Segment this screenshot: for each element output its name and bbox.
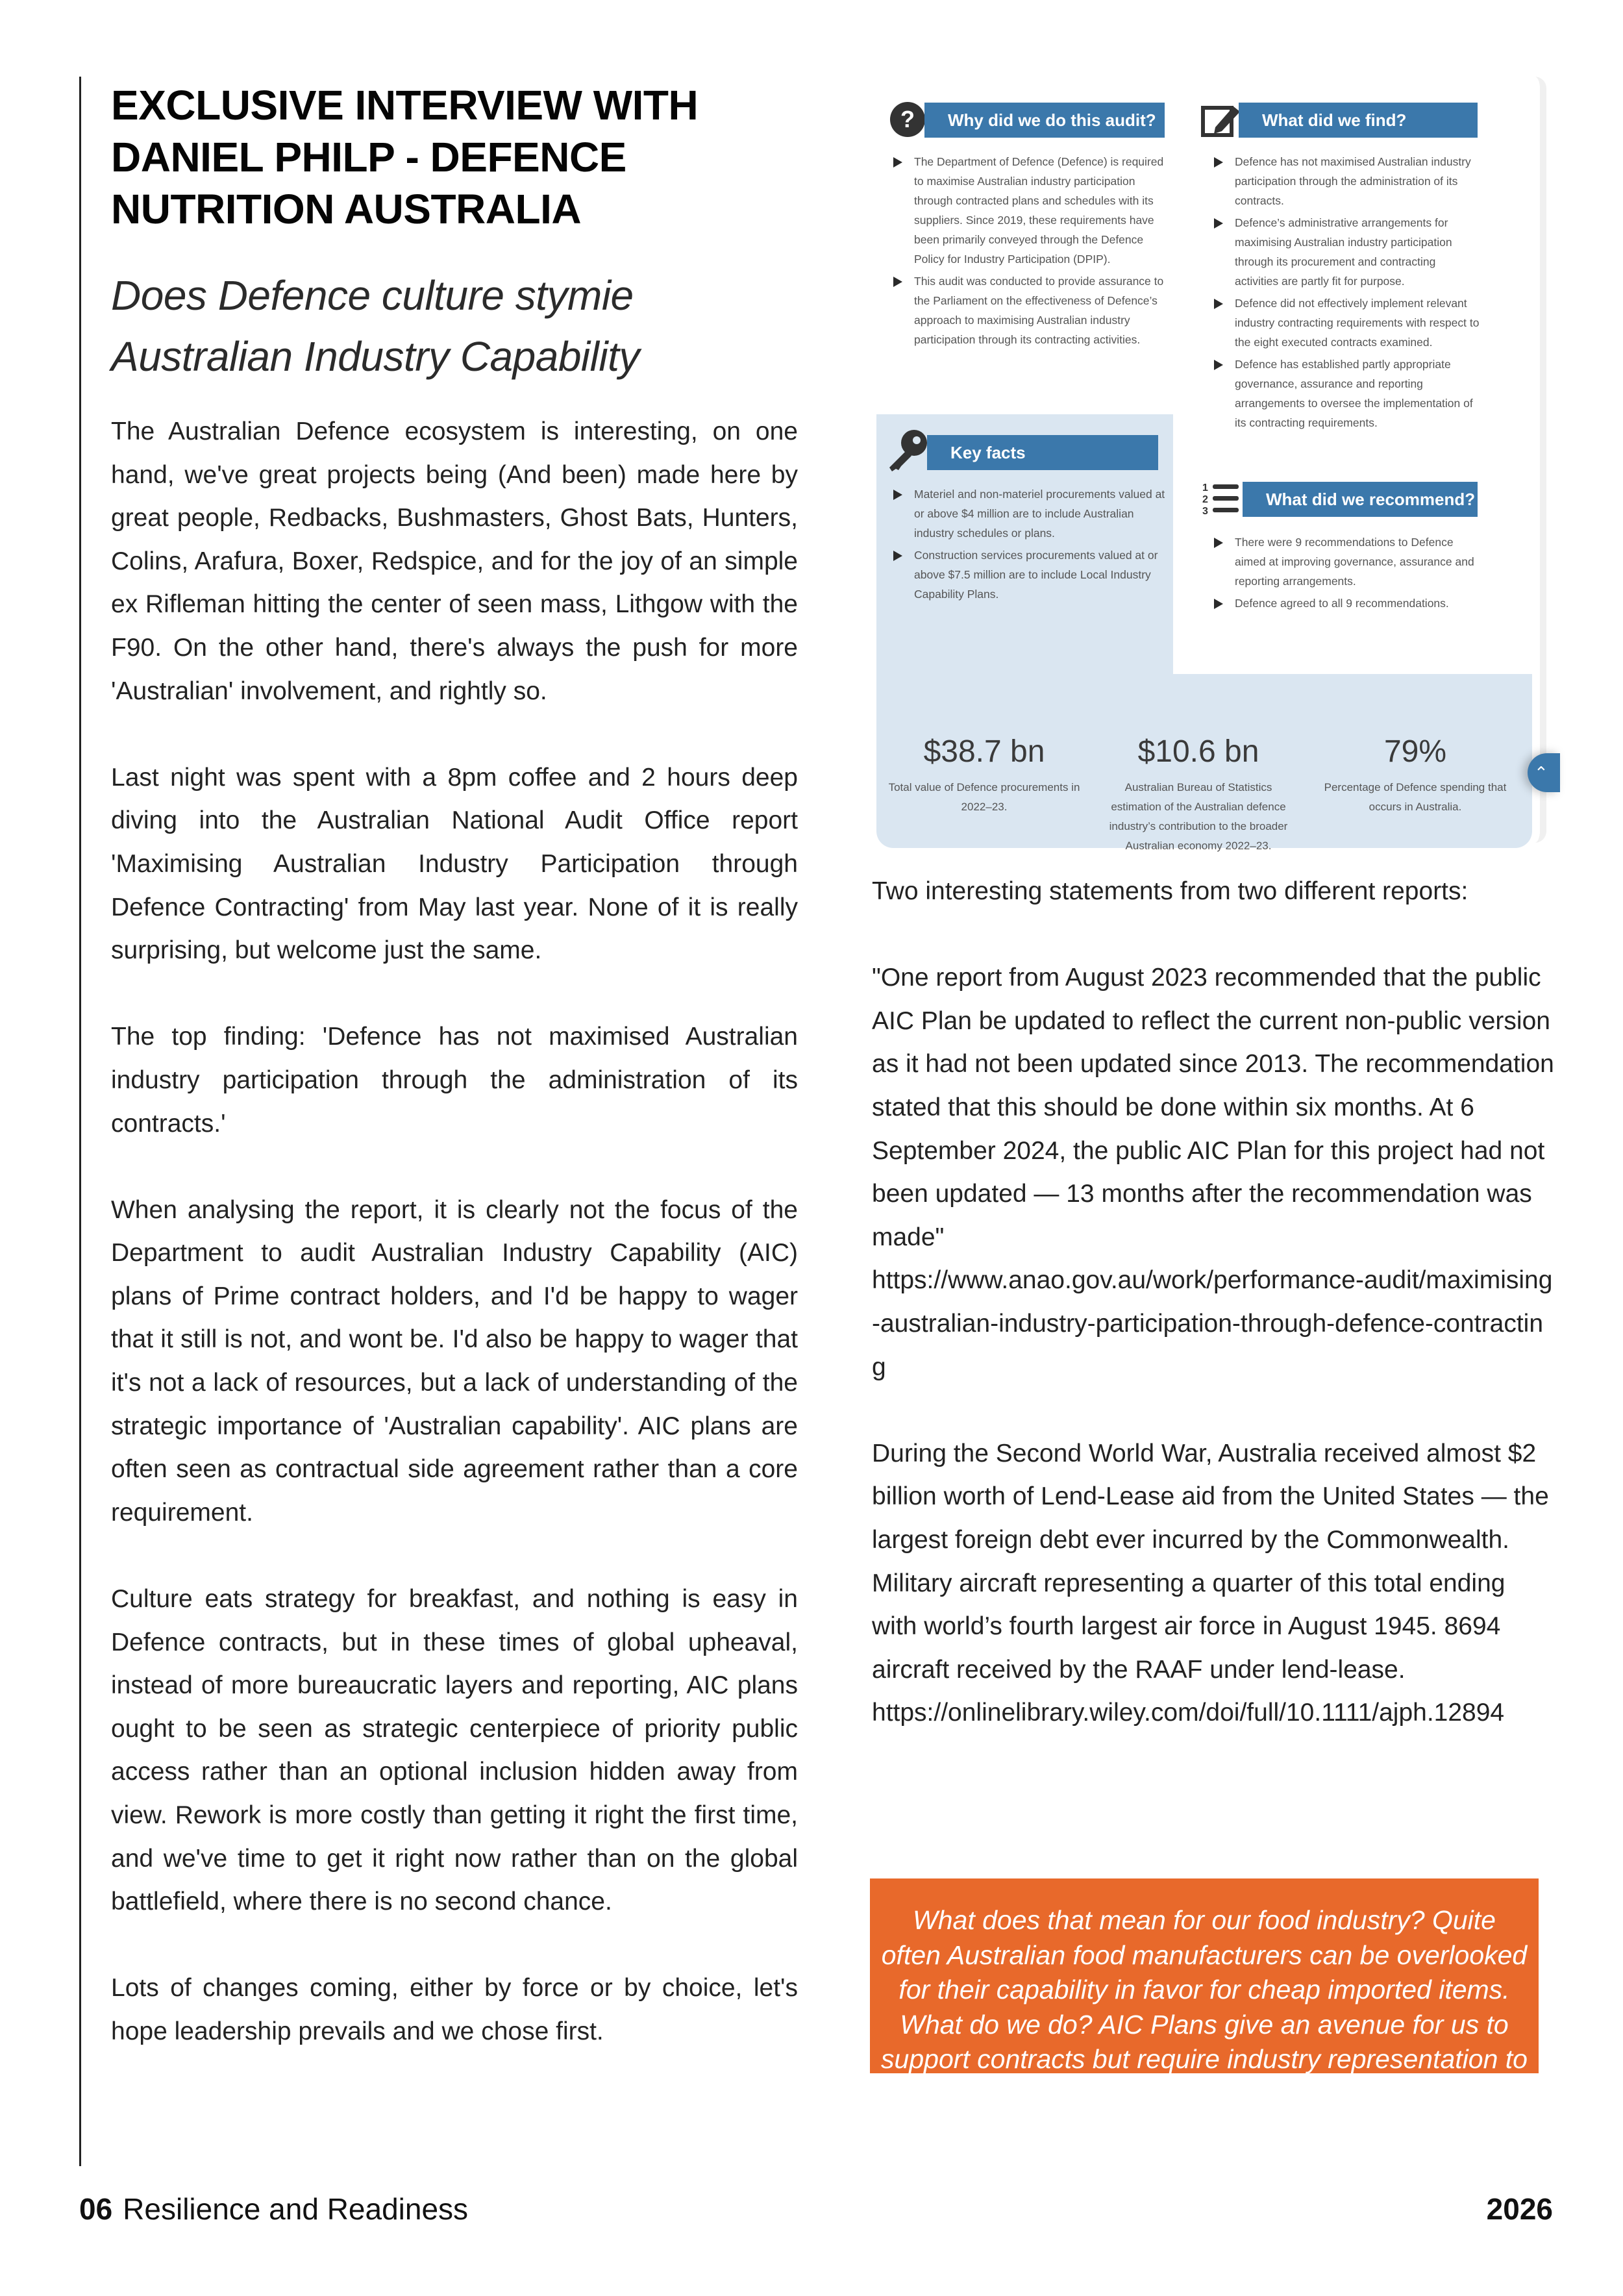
triangle-bullet-icon [893,157,902,168]
edit-pencil-icon [1201,101,1243,139]
triangle-bullet-icon [1214,157,1223,168]
page-footer [79,2190,1553,2228]
paragraph: The Australian Defence ecosystem is interesting, on one hand, we've great projects being (And been) made here by great people, Redbacks, Bushmasters, Ghost Bats, Hunters, Colins, Arafura, Boxer, Redspice, and for the joy of an simple ex Rifleman hitting the center of seen mass, Lithgow with the F90. On the other hand, there's always the push for more 'Australian' involvement, and rightly so. [111,418,798,705]
numbered-list-icon [1201,480,1241,516]
question-circle-icon [888,100,927,139]
quote-block [872,1432,1557,1735]
anao-infographic [870,77,1548,852]
stat-total-procurement [887,732,1082,817]
article-subheadline: Does Defence culture stymie Australian Industry Capability [111,272,639,380]
bullet-item: Defence has established partly appropriate governance, assurance and reporting arrangements to oversee the implementation of its contracting requirements. [1214,355,1480,432]
triangle-bullet-icon [893,490,902,500]
section-title: What did we recommend? [1266,489,1476,509]
bullet-item: The Department of Defence (Defence) is required to maximise Australian industry participation through contracted plans and schedules with its suppliers. Since 2019, these requirements have been primarily conveyed through the Defence Policy for Industry Participation (DPIP). [893,152,1166,269]
stat-label: Percentage of Defence spending that occurs in Australia. [1324,781,1507,813]
paragraph: Last night was spent with a 8pm coffee and 2 hours deep diving into the Australian National Audit Office report 'Maximising Australian Industry Participation through Defence Contracting' from May last year. None of it is really surprising, but welcome just the same. [111,763,798,965]
section-header-recommend [1243,482,1478,517]
triangle-bullet-icon [1214,538,1223,548]
stat-value: 79% [1383,734,1447,769]
article-right-column [872,870,1557,1778]
quote-block [872,956,1557,1389]
section-title: Key facts [950,442,1026,462]
triangle-bullet-icon [1214,599,1223,609]
stat-label: Australian Bureau of Statistics estimation of the Australian defence industry’s contribution to the broader Australian economy 2022–23. [1109,781,1288,852]
bullet-item: Defence did not effectively implement relevant industry contracting requirements with respect to the eight executed contracts examined. [1214,293,1480,352]
right-intro: Two interesting statements from two different reports: [872,877,1468,905]
section-title: What did we find? [1262,110,1407,130]
triangle-bullet-icon [1214,299,1223,309]
key-icon [886,427,932,474]
stat-value: $10.6 bn [1137,734,1259,769]
callout-box: What does that mean for our food industry? Quite often Australian food manufacturers can be overlooked for their capability in favor for cheap imported items. What do we do? AIC Plans give an avenue for us to support contracts but require industry representation to ensure transparency and adhearance. [870,1878,1539,2073]
page-number: 06 [79,2192,113,2226]
bullet-item: This audit was conducted to provide assurance to the Parliament on the effectiveness of Defence’s approach to maximising Australian industry participation through its contracting activities. [893,271,1166,349]
bullet-item: Defence has not maximised Australian industry participation through the administration of its contracts. [1214,152,1480,210]
stat-value: $38.7 bn [923,734,1045,769]
stat-spending-in-australia [1318,732,1513,817]
bullet-item: Defence agreed to all 9 recommendations. [1214,593,1480,613]
svg-text:2: 2 [1202,494,1208,505]
left-margin-rule [79,77,81,2166]
key-facts-bullets [893,484,1166,606]
paragraph: Culture eats strategy for breakfast, and nothing is easy in Defence contracts, but in these times of global upheaval, instead of more bureaucratic layers and reporting, AIC plans ought to be seen as strategic centerpiece of priority public access rather than an optional inclusion hidden away from view. Rework is more costly than getting it right the first time, and we've time to get it right now rather than on the global battlefield, where there is no second chance. [111,1585,798,1916]
bullet-item: Materiel and non-materiel procurements valued at or above $4 million are to include Australian industry schedules or plans. [893,484,1166,543]
stat-industry-contribution [1101,732,1296,856]
svg-text:3: 3 [1202,506,1208,516]
source-link[interactable]: https://onlinelibrary.wiley.com/doi/full/10.1111/ajph.12894 [872,1699,1505,1727]
paragraph: The top finding: 'Defence has not maximised Australian industry participation through the administration of its contracts.' [111,1023,798,1138]
chevron-up-icon: ⌃ [1534,762,1548,782]
scroll-to-top-button[interactable] [1528,753,1560,792]
bullet-item: Construction services procurements valued at or above $7.5 million are to include Local Industry Capability Plans. [893,545,1166,604]
recommend-bullets [1214,532,1480,616]
footer-left [79,2191,468,2227]
bullet-item: There were 9 recommendations to Defence aimed at improving governance, assurance and reporting arrangements. [1214,532,1480,591]
section-header-key-facts [927,435,1158,470]
section-title: Why did we do this audit? [948,110,1156,130]
paragraph: Lots of changes coming, either by force or by choice, let's hope leadership prevails and we chose first. [111,1974,798,2045]
triangle-bullet-icon [893,277,902,287]
footer-year: 2026 [1486,2192,1553,2226]
source-link[interactable]: https://www.anao.gov.au/work/performance-audit/maximising-australian-industry-participation-through-defence-contracting [872,1266,1553,1381]
triangle-bullet-icon [893,551,902,561]
why-bullets [893,152,1166,352]
triangle-bullet-icon [1214,218,1223,229]
quote-text: During the Second World War, Australia received almost $2 billion worth of Lend-Lease aid from the United States — the largest foreign debt ever incurred by the Commonwealth. Military aircraft representing a quarter of this total ending with world’s fourth largest air force in August 1945. 8694 aircraft received by the RAAF under lend-lease. [872,1439,1549,1684]
section-header-why [924,103,1165,138]
bullet-item: Defence’s administrative arrangements for maximising Australian industry participation through its procurement and contracting activities are partly fit for purpose. [1214,213,1480,291]
stat-label: Total value of Defence procurements in 2022–23. [888,781,1080,813]
publication-title: Resilience and Readiness [123,2192,469,2226]
article-headline: EXCLUSIVE INTERVIEW WITH DANIEL PHILP - DEFENCE NUTRITION AUSTRALIA [111,82,699,232]
svg-text:1: 1 [1202,482,1208,493]
quote-text: "One report from August 2023 recommended that the public AIC Plan be updated to reflect the current non-public version as it had not been updated since 2013. The recommendation stated that this should be done within six months. At 6 September 2024, the public AIC Plan for this project had not been updated — 13 months after the recommendation was made" [872,964,1554,1251]
article-left-column [111,79,798,2054]
paragraph: When analysing the report, it is clearly not the focus of the Department to audit Australian Industry Capability (AIC) plans of Prime contract holders, and I'd be happy to wager that it still is not, and wont be. I'd also be happy to wager that it's not a lack of resources, but a lack of understanding of the strategic importance of 'Australian capability'. AIC plans are often seen as contractual side agreement rather than a core requirement. [111,1195,798,1527]
article-body [111,410,798,2054]
find-bullets [1214,152,1480,435]
triangle-bullet-icon [1214,360,1223,370]
section-header-find [1239,103,1478,138]
svg-text:?: ? [900,106,915,132]
